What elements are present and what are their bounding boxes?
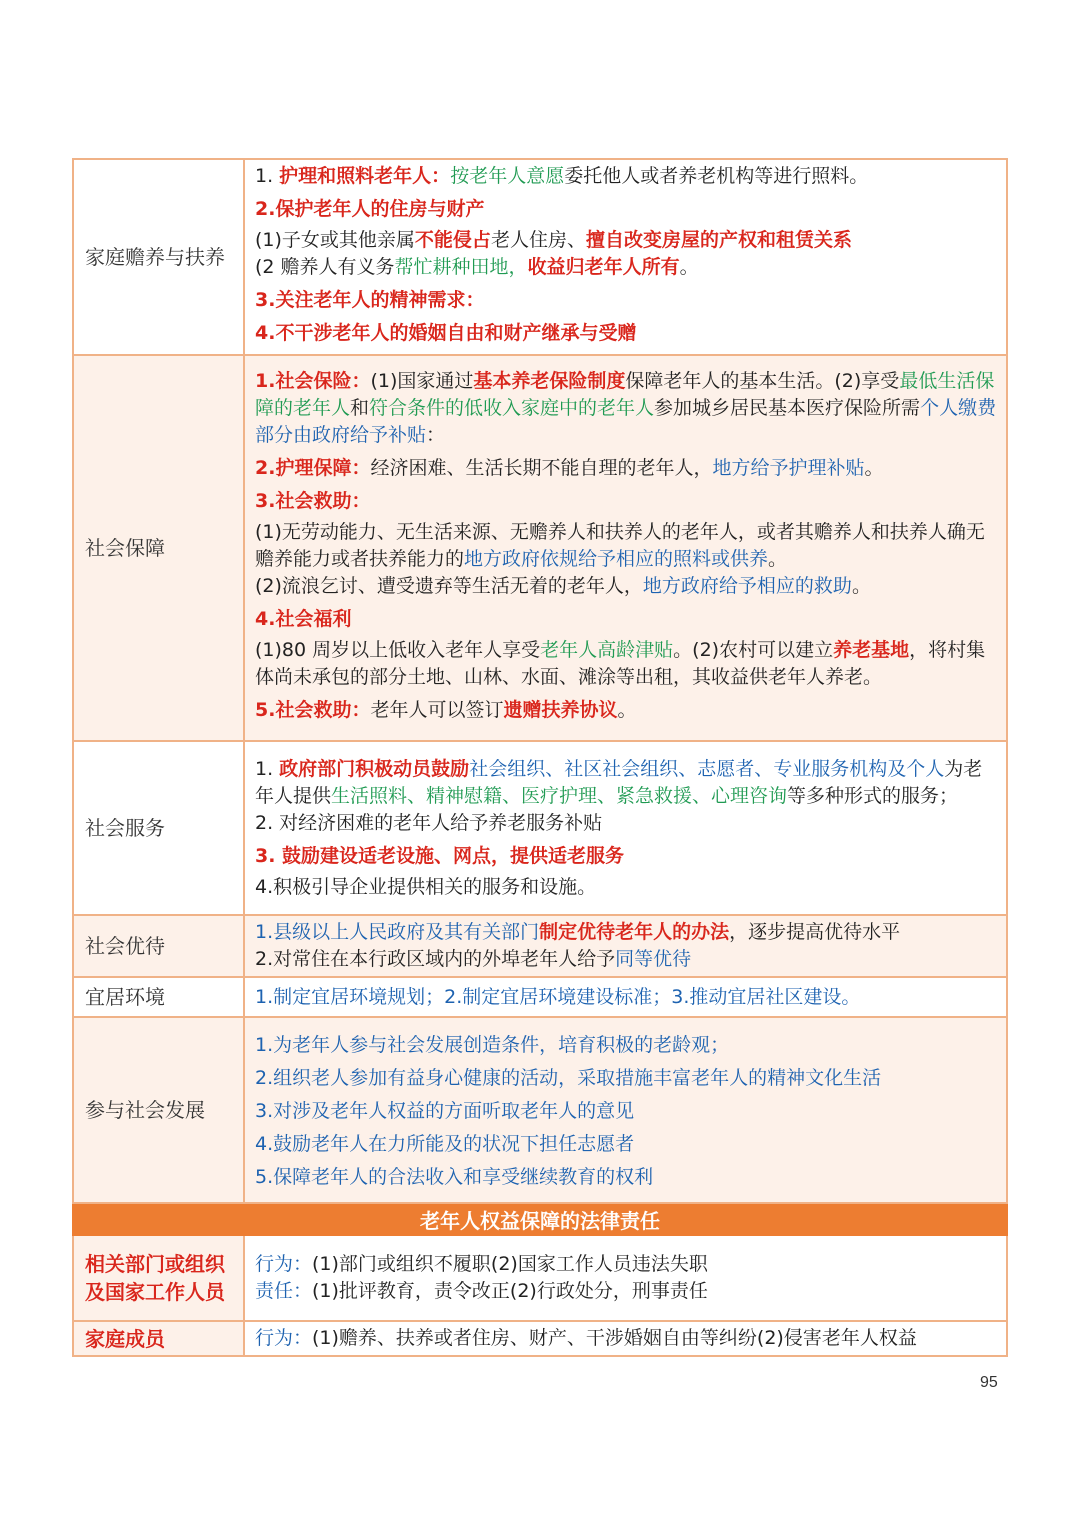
- text-segment: 。(2)农村可以建立: [673, 639, 834, 661]
- text-segment: 不能侵占: [414, 229, 491, 251]
- table-row: [73, 977, 1007, 1017]
- text-segment: 5.社会救助：: [255, 699, 371, 721]
- content-line: [255, 1164, 998, 1191]
- table-row: [73, 1235, 1007, 1321]
- row-label: 社会服务: [73, 741, 244, 915]
- content-line: [255, 455, 998, 482]
- text-segment: (1)子女或其他亲属: [255, 229, 415, 251]
- content-line: [255, 1251, 998, 1278]
- text-segment: 行为：: [255, 1253, 313, 1275]
- content-line: [255, 227, 998, 254]
- text-segment: 4.积极引导企业提供相关的服务和设施。: [255, 875, 597, 898]
- text-segment: ，逐步提高优待水平: [729, 921, 901, 943]
- content-line: [255, 697, 998, 724]
- text-segment: 老年人可以签订: [370, 699, 504, 721]
- text-segment: 等多种形式的服务；: [787, 784, 959, 807]
- text-segment: 地方政府给予相应的救助: [642, 575, 852, 597]
- row-content: [244, 159, 1007, 355]
- table-row: [73, 159, 1007, 355]
- row-content: [244, 1017, 1007, 1203]
- text-segment: 养老基地: [833, 639, 910, 661]
- text-segment: 最低生活保障的老年人: [255, 370, 995, 419]
- text-segment: 委托他人或者养老机构等进行照料。: [564, 165, 869, 187]
- row-label: 社会保障: [73, 355, 244, 741]
- content-line: [255, 756, 998, 810]
- text-segment: (2 赡养人有义务: [255, 256, 395, 278]
- text-segment: 2.组织老人参加有益身心健康的活动，采取措施丰富老年人的精神文化生活: [255, 1066, 882, 1089]
- text-segment: 2.护理保障：: [255, 457, 371, 479]
- text-segment: 1.县级以上人民政府及其有关部门: [255, 921, 540, 943]
- text-segment: 老年人高龄津贴: [540, 639, 674, 661]
- text-segment: 3.关注老年人的精神需求：: [255, 289, 485, 311]
- text-segment: ：: [426, 424, 446, 446]
- text-segment: 4.不干涉老年人的婚姻自由和财产继承与受赠: [255, 322, 637, 344]
- text-segment: 经济困难、生活长期不能自理的老年人，: [370, 457, 713, 479]
- text-segment: 5.保障老年人的合法收入和享受继续教育的权利: [255, 1165, 654, 1188]
- text-segment: 收益归老年人所有: [527, 256, 680, 278]
- row-content: [244, 355, 1007, 741]
- table-row: [73, 1321, 1007, 1356]
- text-segment: 帮忙耕种田地，: [394, 256, 528, 278]
- text-segment: 基本养老保险制度: [473, 370, 626, 392]
- text-segment: 1.为老年人参与社会发展创造条件，培育积极的老龄观；: [255, 1033, 730, 1056]
- row-label: 宜居环境: [73, 977, 244, 1017]
- text-segment: 同等优待: [615, 948, 692, 970]
- content-line: [255, 196, 998, 223]
- row-content: [244, 977, 1007, 1017]
- text-segment: 按老年人意愿: [450, 165, 565, 187]
- text-segment: 。: [851, 575, 871, 597]
- text-segment: 社会组织、社区社会组织、志愿者、专业服务机构及个人: [469, 757, 945, 780]
- text-segment: 2. 对经济困难的老年人给予养老服务补贴: [255, 811, 603, 834]
- text-segment: 参加城乡居民基本医疗保险所需: [654, 397, 921, 419]
- content-line: [255, 984, 998, 1011]
- content-line: [255, 1131, 998, 1158]
- text-segment: 4.鼓励老年人在力所能及的状况下担任志愿者: [255, 1132, 635, 1155]
- row-label: 家庭成员: [73, 1321, 244, 1356]
- content-line: [255, 573, 998, 600]
- text-segment: 1.: [255, 165, 280, 187]
- row-label: 家庭赡养与扶养: [73, 159, 244, 355]
- section-banner: 老年人权益保障的法律责任: [73, 1203, 1007, 1235]
- text-segment: 1.社会保险：: [255, 370, 371, 392]
- text-segment: ，将村集体尚未承包的部分土地、山林、水面、滩涂等出租，其收益供老年人养老。: [255, 639, 986, 688]
- content-line: [255, 368, 998, 449]
- text-segment: 地方政府依规给予相应的照料或供养: [464, 548, 769, 570]
- row-content: [244, 1321, 1007, 1356]
- text-segment: 生活照料、精神慰籍、医疗护理、紧急救援、心理咨询: [331, 784, 788, 807]
- content-line: [255, 810, 998, 837]
- content-line: [255, 843, 998, 870]
- table-row: [73, 915, 1007, 977]
- row-content: [244, 1235, 1007, 1321]
- content-line: [255, 1065, 998, 1092]
- text-segment: 3.对涉及老年人权益的方面听取老年人的意见: [255, 1099, 635, 1122]
- text-segment: 责任：: [255, 1280, 313, 1302]
- text-segment: 2.对常住在本行政区域内的外埠老年人给予: [255, 948, 616, 970]
- content-line: [255, 946, 998, 973]
- content-line: [255, 488, 998, 515]
- content-line: [255, 1325, 998, 1352]
- text-segment: 护理和照料老年人：: [279, 165, 451, 187]
- text-segment: 遗赠扶养协议: [503, 699, 618, 721]
- row-content: [244, 741, 1007, 915]
- content-line: [255, 320, 998, 347]
- text-segment: 和: [350, 397, 370, 419]
- table-row: [73, 741, 1007, 915]
- content-line: [255, 606, 998, 633]
- text-segment: 老人住房、: [490, 229, 586, 251]
- content-line: [255, 1278, 998, 1305]
- text-segment: (1)部门或组织不履职(2)国家工作人员违法失职: [312, 1253, 708, 1275]
- text-segment: 。: [768, 548, 788, 570]
- content-line: [255, 637, 998, 691]
- content-line: [255, 163, 998, 190]
- text-segment: (2)流浪乞讨、遭受遗弃等生活无着的老年人，: [255, 575, 643, 597]
- text-segment: 地方给予护理补贴: [712, 457, 865, 479]
- text-segment: (1)批评教育，责令改正(2)行政处分，刑事责任: [312, 1280, 708, 1302]
- content-line: [255, 519, 998, 573]
- content-line: [255, 919, 998, 946]
- content-line: [255, 254, 998, 281]
- content-line: [255, 1098, 998, 1125]
- text-segment: 保障老年人的基本生活。(2)享受: [625, 370, 900, 392]
- content-line: [255, 1032, 998, 1059]
- content-line: [255, 287, 998, 314]
- text-segment: (1)国家通过: [370, 370, 474, 392]
- table-row: [73, 355, 1007, 741]
- text-segment: 3. 鼓励建设适老设施、网点，提供适老服务: [255, 844, 625, 867]
- text-segment: 制定优待老年人的办法: [539, 921, 730, 943]
- row-label: 相关部门或组织及国家工作人员: [73, 1235, 244, 1321]
- text-segment: 。: [617, 699, 637, 721]
- text-segment: 为老年人提供: [255, 757, 983, 807]
- page-number: 95: [980, 1374, 998, 1391]
- text-segment: 。: [679, 256, 699, 278]
- text-segment: (1)赡养、扶养或者住房、财产、干涉婚姻自由等纠纷(2)侵害老年人权益: [312, 1327, 917, 1349]
- text-segment: 3.社会救助：: [255, 490, 371, 512]
- text-segment: 政府部门积极动员鼓励: [279, 757, 470, 780]
- text-segment: 行为：: [255, 1327, 313, 1349]
- text-segment: 符合条件的低收入家庭中的老年人: [369, 397, 655, 419]
- rights-table: [72, 158, 1008, 1357]
- table-row: [73, 1017, 1007, 1203]
- section-banner-row: [73, 1203, 1007, 1235]
- text-segment: 4.社会福利: [255, 608, 352, 630]
- text-segment: 擅自改变房屋的产权和租赁关系: [585, 229, 852, 251]
- text-segment: 。: [864, 457, 884, 479]
- text-segment: 1.制定宜居环境规划；2.制定宜居环境建设标准；3.推动宜居社区建设。: [255, 985, 861, 1008]
- text-segment: 个人缴费部分由政府给予补贴: [255, 397, 997, 446]
- text-segment: (1)无劳动能力、无生活来源、无赡养人和扶养人的老年人，或者其赡养人和扶养人确无赡养能力或者扶养能力的: [255, 521, 985, 570]
- text-segment: 2.保护老年人的住房与财产: [255, 198, 485, 220]
- row-label: 社会优待: [73, 915, 244, 977]
- text-segment: (1)80 周岁以上低收入老年人享受: [255, 639, 541, 661]
- row-label: 参与社会发展: [73, 1017, 244, 1203]
- content-line: [255, 874, 998, 901]
- text-segment: 1.: [255, 757, 280, 780]
- row-content: [244, 915, 1007, 977]
